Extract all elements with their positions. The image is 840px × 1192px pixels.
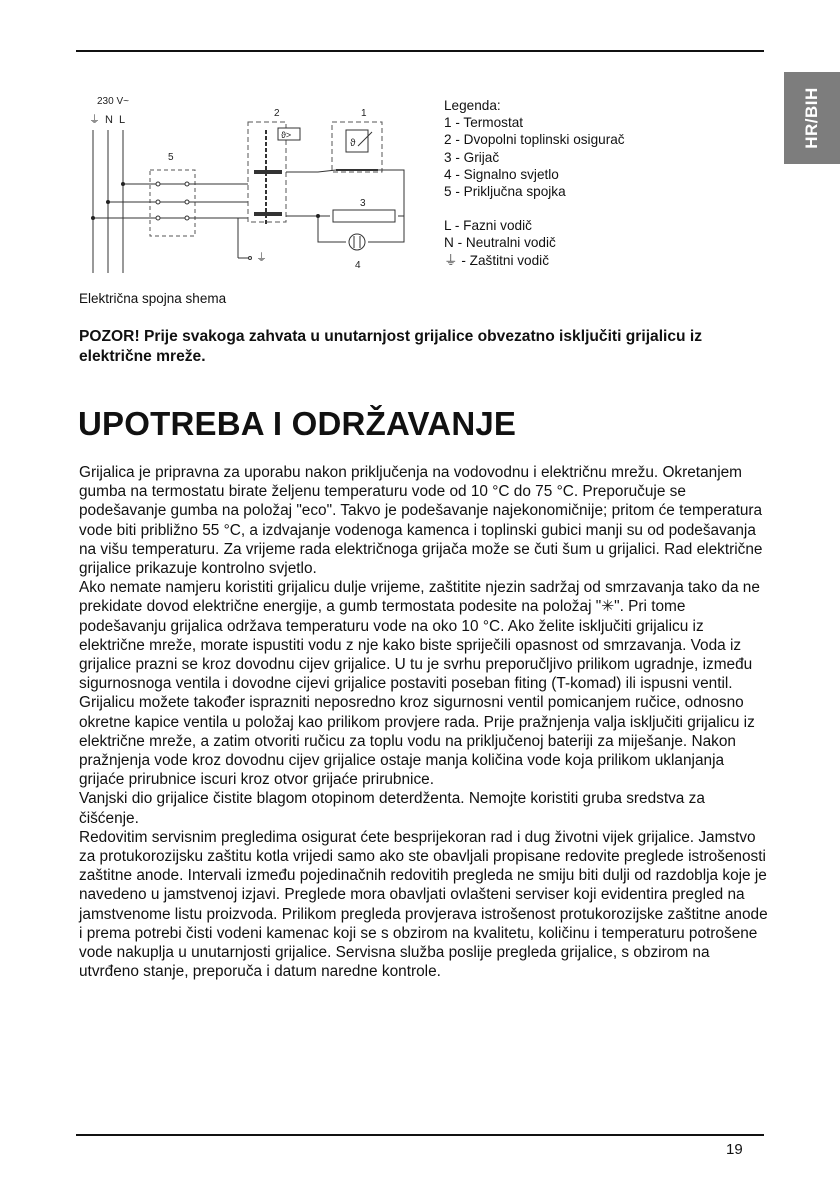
heater-junction [316, 214, 320, 218]
legend-conductor: L - Fazni vodič [444, 218, 532, 234]
body-text [79, 463, 769, 981]
heater-number: 3 [360, 198, 366, 209]
diagram-legend [444, 97, 625, 269]
circuit-wires [286, 170, 404, 242]
page-number: 19 [726, 1141, 743, 1158]
legend-item: 4 - Signalno svjetlo [444, 166, 559, 182]
heater-resistor-icon [333, 210, 395, 222]
legend-item: 1 - Termostat [444, 115, 524, 131]
thermostat-symbol-glyph: ϑ [350, 138, 356, 149]
legend-item: 3 - Grijač [444, 149, 500, 165]
legend-item: 2 - Dvopolni toplinski osigurač [444, 132, 625, 148]
thermal-fuse-symbol-glyph: ϑ> [281, 130, 292, 140]
header-rule [76, 50, 764, 52]
diagram-caption: Električna spojna shema [79, 291, 227, 306]
thermal-fuse-number: 2 [274, 108, 280, 119]
legend-gap [444, 200, 625, 217]
wiring-diagram [78, 88, 423, 273]
section-heading: UPOTREBA I ODRŽAVANJE [78, 405, 517, 442]
paragraph: Grijalica je pripravna za uporabu nakon priključenja na vodovodnu i električnu mrežu. Okretanjem gumba na termostatu birate željenu temperaturu vode od 10 °C do 75 °C. Preporučuje se podešavanje gumba na položaj "eco". Takvo je podešavanje najekonomičnije; pritom će temperatura vode biti približno 55 °C, a izdvajanje vodenoga kamenca i toplinski gubici manji su od podešavanja na višu temperaturu. Za vrijeme rada električnoga grijača može se čuti šum u grijalici. Rad električne grijalice prikazuje kontrolno svjetlo. [79, 464, 763, 578]
signal-lamp-number: 4 [355, 260, 361, 271]
terminal-block-wires [93, 182, 248, 220]
thermostat-number: 1 [361, 108, 367, 119]
supply-voltage-label: 230 V~ [97, 96, 129, 107]
footer-rule [76, 1134, 764, 1136]
legend-conductor: N - Neutralni vodič [444, 235, 556, 251]
phase-line-label: L [119, 114, 126, 126]
earth-line-label: ⏚ [89, 114, 100, 126]
legend-item: 5 - Priključna spojka [444, 184, 566, 200]
fuse-contact-bottom [254, 212, 282, 216]
language-tab [784, 72, 840, 164]
safety-warning: POZOR! Prije svakoga zahvata u unutarnjost grijalice obvezatno isključiti grijalicu iz električne mreže. [79, 328, 703, 365]
paragraph: Redovitim servisnim pregledima osigurat ćete besprijekoran rad i dug životni vijek grijalice. Jamstvo za protukorozijsku zaštitu kotla vrijedi samo ako ste obavljali propisane redovite preglede istrošenosti zaštitne anode. Intervali između pojedinačnih redovitih pregleda ne smiju biti dulji od razdoblja koje je navedeno u jamstvenoj izjavi. Preglede mora obavljati ovlašteni serviser koji evidentira pregled na jamstvenome listu proizvoda. Prilikom pregleda provjerava istrošenost protukorozijske zaštitne anode i prema potrebi čisti vodeni kamenac koji se s obzirom na kvalitetu, količinu i temperaturu potrošene vode nakuplja u unutarnjosti grijalice. Servisna služba poslije pregleda grijalice, s obzirom na utvrđeno stanje, preporuča i datum naredne kontrole. [79, 828, 768, 981]
paragraph: Vanjski dio grijalice čistite blagom otopinom deterdženta. Nemojte koristiti gruba sredstva za čišćenje. [79, 790, 705, 827]
signal-lamp-icon [349, 234, 365, 250]
language-tab-label: HR/BIH [802, 87, 821, 149]
terminal-block-number: 5 [168, 152, 174, 163]
paragraph: Ako nemate namjeru koristiti grijalicu dulje vrijeme, zaštitite njezin sadržaj od smrzavanja tako da ne prekidate dovod električne energije, a gumb termostata podesite na položaj "✳". Pri tome podešavanju grijalica održava temperaturu vode na oko 10 °C. Ako želite isključiti grijalicu iz električne mreže, morate ispustiti vodu z nje kako biste spriječili opasnost od smrzavanja. Voda iz grijalice prazni se kroz dovodnu cijev grijalice. U tu je svrhu preporučljivo prilikom ugradnje, između sigurnosnoga ventila i dovodne cijevi grijalice postaviti poseban fiting (T-komad) ili ispusni ventil. Grijalicu možete također isprazniti neposredno kroz sigurnosni ventil pomicanjem ručice, odnosno okretne kapice ventila u položaj kao prilikom provjere rada. Prije pražnjenja valja isključiti grijalicu iz električne mreže, a zatim otvoriti ručicu za toplu vodu na priključenoj bateriji za miješanje. Nakon pražnjenja vode kroz dovodnu cijev grijalice ostaje manja količina vode koja prilikom uklanjanja grijaće prirubnice iscuri kroz otvor grijaće prirubnice. [79, 579, 760, 789]
earth-symbol-icon: ⏚ [256, 252, 267, 264]
earth-terminal [249, 257, 252, 260]
legend-title: Legenda: [444, 98, 501, 113]
fuse-contact-top [254, 170, 282, 174]
neutral-line-label: N [105, 114, 113, 126]
legend-conductor: ⏚ - Zaštitni vodič [444, 252, 549, 268]
